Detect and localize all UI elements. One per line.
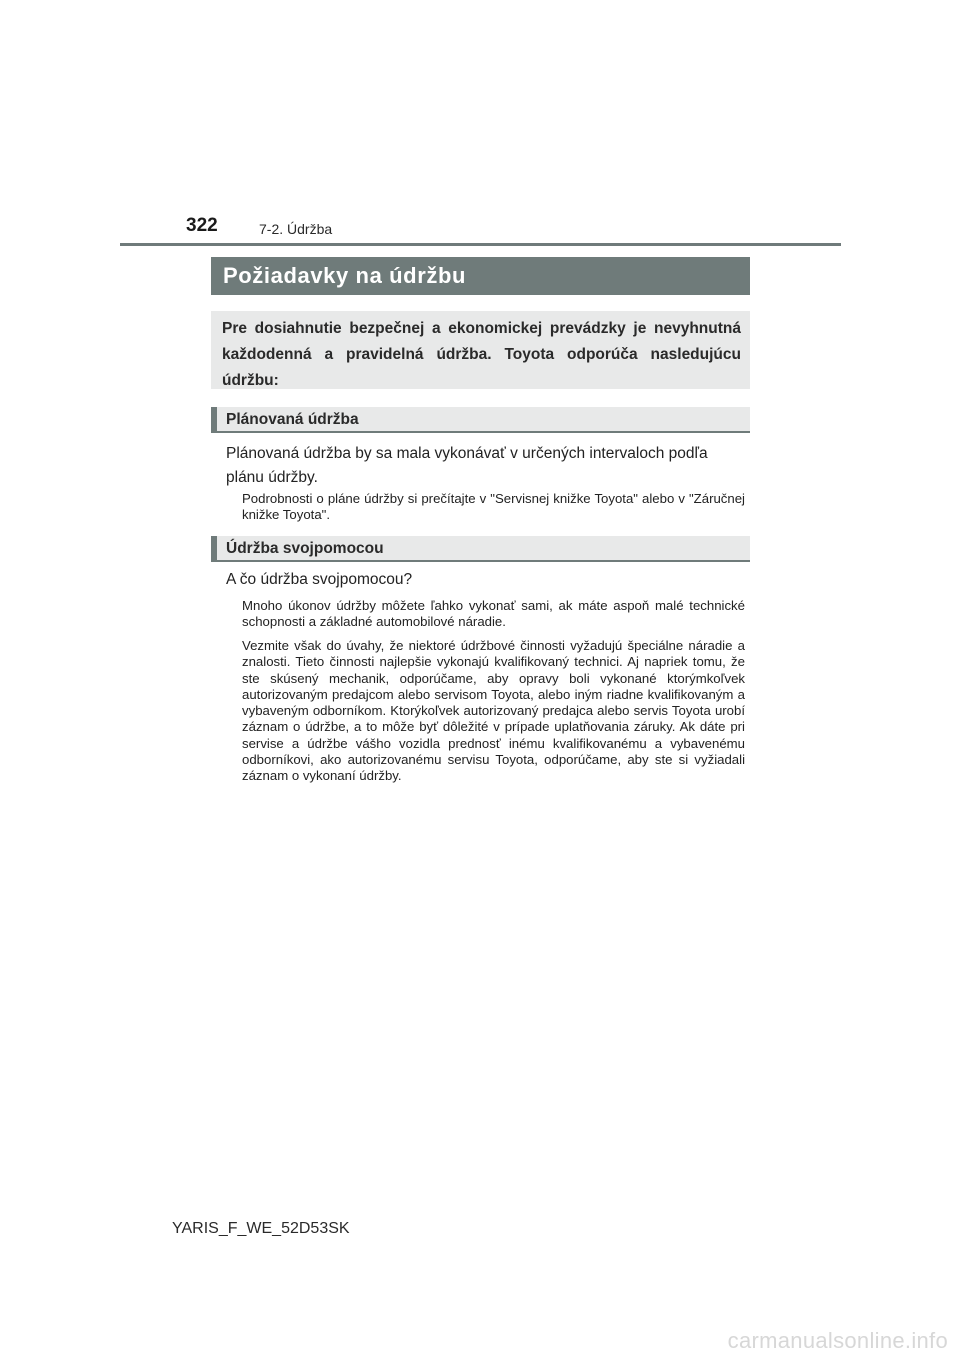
section-heading-planned: Plánovaná údržba (211, 407, 750, 433)
section-paragraph-diy-2: Vezmite však do úvahy, že niektoré údržbové činnosti vyžadujú špeciálne náradie a znalosti. Tieto činnosti najlepšie vykonajú kvalifikovaný technici. Aj napriek tomu, že ste skúsený mechanik, odporúčame, aby opravy boli vykonané ktorýmkoľvek autorizovaným predajcom alebo servisom Toyota, alebo iným riadne kvalifikovaným a vybaveným odborníkom. Ktorýkoľvek autorizovaný predajca alebo servis Toyota urobí záznam o údržbe, a to môže byť dôležité v prípade uplatňovania záruky. Ak dáte pri servise a údržbe vášho vozidla prednosť inému kvalifikovanému a vybavenému odborníkovi, ako autorizovanému servisu Toyota, odporúčame, aby ste si vyžiadali záznam o vykonaní údržby. (242, 638, 745, 784)
section-paragraph-diy-1: Mnoho úkonov údržby môžete ľahko vykonať sami, ak máte aspoň malé technické schopnosti a základné automobilové náradie. (242, 598, 745, 630)
section-lead-diy: A čo údržba svojpomocou? (226, 571, 413, 588)
section-lead-planned: Plánovaná údržba by sa mala vykonávať v určených intervaloch podľa plánu údržby. (226, 445, 708, 486)
intro-box: Pre dosiahnutie bezpečnej a ekonomickej prevádzky je nevyhnutná každodenná a pravidelná údržba. Toyota odporúča nasledujúcu údržbu: (211, 311, 750, 389)
header-rule (120, 243, 841, 246)
page-title: Požiadavky na údržbu (211, 257, 750, 295)
watermark: carmanualsonline.info (727, 1328, 948, 1353)
footer-code: YARIS_F_WE_52D53SK (172, 1220, 350, 1237)
section-paragraph-planned: Podrobnosti o pláne údržby si prečítajte v "Servisnej knižke Toyota" alebo v "Záručnej knižke Toyota". (242, 491, 745, 523)
section-heading-diy: Údržba svojpomocou (211, 536, 750, 562)
section-label: 7-2. Údržba (259, 221, 333, 237)
page-number: 322 (186, 215, 218, 236)
